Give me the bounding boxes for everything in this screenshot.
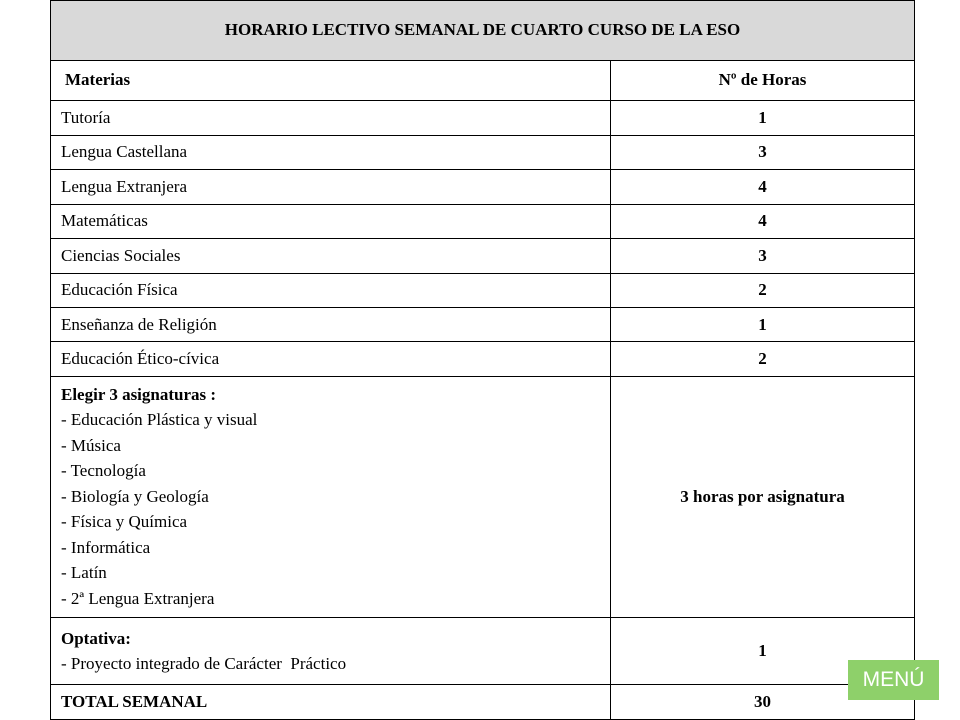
optional-heading: Optativa:: [61, 628, 131, 648]
table-row: [51, 135, 915, 169]
menu-button[interactable]: MENÚ: [848, 660, 939, 700]
table-row: [51, 204, 915, 238]
electives-hours: 3 horas por asignatura: [611, 376, 915, 617]
header-subject: Materias: [51, 60, 611, 101]
elective-item: - 2ª Lengua Extranjera: [61, 588, 215, 608]
table-title: HORARIO LECTIVO SEMANAL DE CUARTO CURSO DE LA ESO: [51, 1, 915, 61]
elective-item: - Música: [61, 435, 121, 455]
total-label: TOTAL SEMANAL: [51, 685, 611, 720]
hours-cell: 2: [611, 342, 915, 376]
table-row: [51, 342, 915, 376]
hours-cell: 3: [611, 135, 915, 169]
electives-row: [51, 376, 915, 617]
table-title-row: [51, 1, 915, 61]
elective-item: - Informática: [61, 537, 151, 557]
total-hours: 30: [611, 685, 915, 720]
subject-cell: Enseñanza de Religión: [51, 307, 611, 341]
hours-cell: 1: [611, 101, 915, 135]
optional-item: - Proyecto integrado de Carácter Práctico: [61, 654, 347, 673]
subject-cell: Lengua Castellana: [51, 135, 611, 169]
subject-cell: Educación Física: [51, 273, 611, 307]
table-row: [51, 239, 915, 273]
elective-item: - Biología y Geología: [61, 486, 209, 506]
schedule-table: [50, 0, 915, 720]
optional-cell: [51, 617, 611, 685]
optional-hours: 1: [611, 617, 915, 685]
elective-item: - Educación Plástica y visual: [61, 410, 258, 430]
subject-cell: Lengua Extranjera: [51, 170, 611, 204]
hours-cell: 1: [611, 307, 915, 341]
hours-cell: 4: [611, 170, 915, 204]
subject-cell: Tutoría: [51, 101, 611, 135]
subject-cell: Matemáticas: [51, 204, 611, 238]
total-row: [51, 685, 915, 720]
hours-cell: 4: [611, 204, 915, 238]
electives-heading: Elegir 3 asignaturas :: [61, 384, 217, 404]
elective-item: - Física y Química: [61, 512, 188, 532]
electives-cell: [51, 376, 611, 617]
table-row: [51, 101, 915, 135]
hours-cell: 2: [611, 273, 915, 307]
subject-cell: Educación Ético-cívica: [51, 342, 611, 376]
elective-item: - Latín: [61, 563, 107, 583]
table-row: [51, 307, 915, 341]
subject-cell: Ciencias Sociales: [51, 239, 611, 273]
table-row: [51, 273, 915, 307]
optional-row: [51, 617, 915, 685]
table-header-row: [51, 60, 915, 101]
elective-item: - Tecnología: [61, 461, 146, 481]
header-hours: Nº de Horas: [611, 60, 915, 101]
table-row: [51, 170, 915, 204]
hours-cell: 3: [611, 239, 915, 273]
